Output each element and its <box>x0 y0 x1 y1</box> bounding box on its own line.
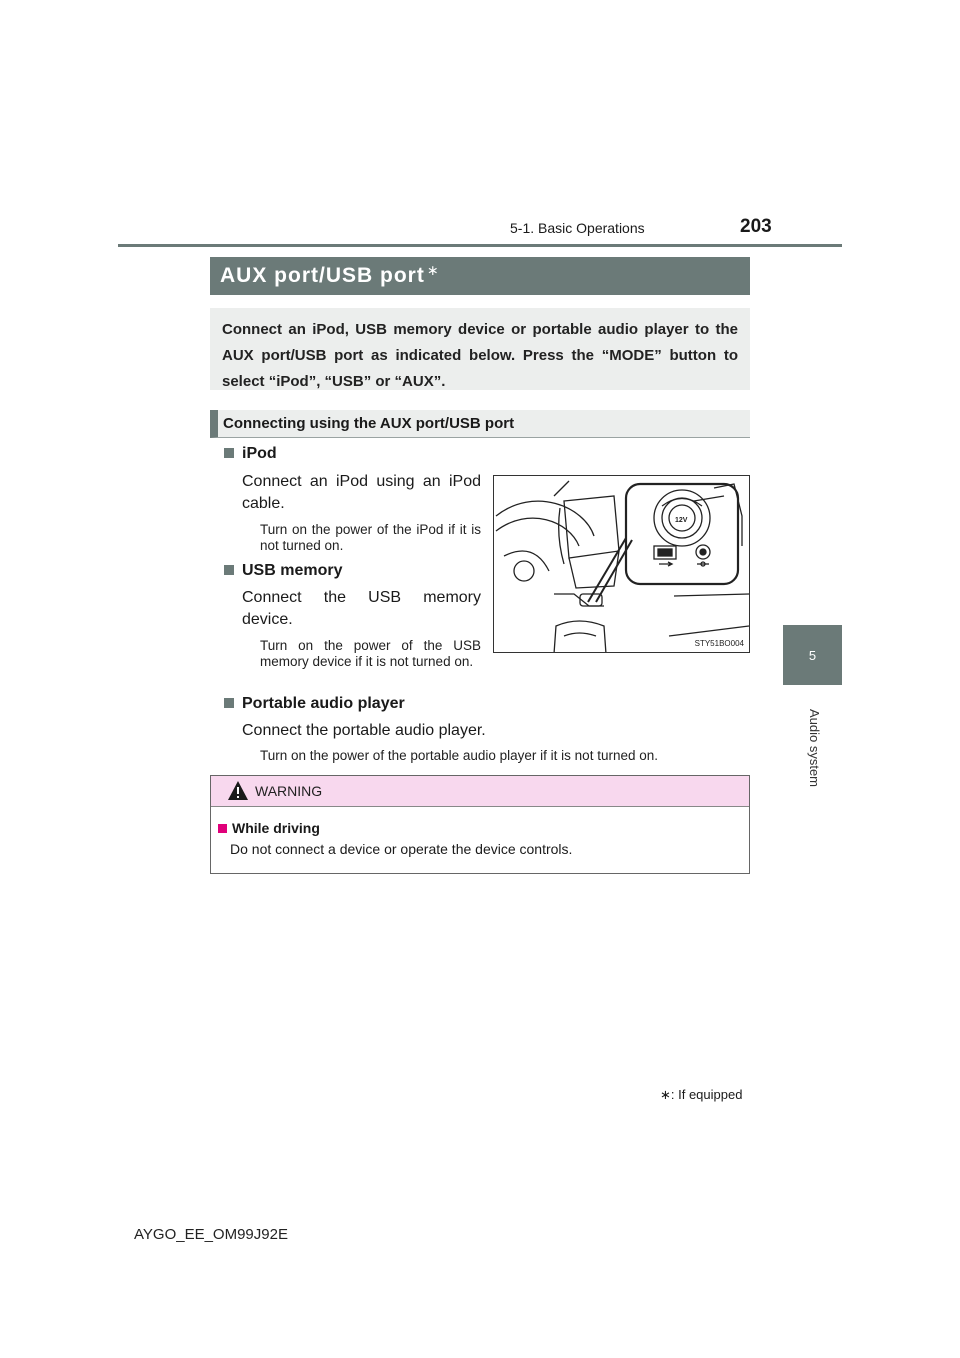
item-title-usb: USB memory <box>224 562 342 580</box>
header-section: 5-1. Basic Operations <box>510 220 645 236</box>
square-bullet-icon <box>224 565 234 575</box>
item-body-ipod: Connect an iPod using an iPod cable. <box>242 473 481 512</box>
square-bullet-icon <box>224 698 234 708</box>
item-body-portable: Connect the portable audio player. <box>242 722 486 739</box>
item-title-portable: Portable audio player <box>224 695 405 713</box>
illustration-code: STY51BO004 <box>694 639 744 648</box>
page-number: 203 <box>740 216 772 237</box>
warning-triangle-icon <box>227 780 249 802</box>
header-divider <box>118 244 842 247</box>
page-title <box>210 257 750 295</box>
dashboard-drawing <box>494 476 750 653</box>
section-header: Connecting using the AUX port/USB port <box>210 410 750 438</box>
page-title-text: AUX port/USB port <box>220 264 425 287</box>
warning-heading: WARNING <box>255 783 323 799</box>
intro-box: Connect an iPod, USB memory device or portable audio player to the AUX port/USB port as indicated below. Press the “MODE” button to select “iPod”, “USB” or “AUX”. <box>210 308 750 390</box>
warning-header <box>211 776 749 807</box>
item-note-ipod: Turn on the power of the iPod if it is not turned on. <box>260 522 481 553</box>
item-title-ipod: iPod <box>224 445 277 463</box>
chapter-label: Audio system <box>807 708 822 788</box>
item-note-portable: Turn on the power of the portable audio player if it is not turned on. <box>260 748 658 763</box>
chapter-tab: 5 <box>783 625 842 685</box>
equipped-marker: ∗ <box>426 261 440 278</box>
square-bullet-icon <box>224 448 234 458</box>
document-code: AYGO_EE_OM99J92E <box>134 1226 288 1243</box>
socket-label: 12V <box>675 517 688 524</box>
item-note-usb: Turn on the power of the USB memory device if it is not turned on. <box>260 638 481 669</box>
warning-box <box>210 775 750 874</box>
aux-usb-illustration <box>493 475 750 653</box>
pink-square-bullet-icon <box>218 824 227 833</box>
warning-subtitle: While driving <box>218 820 320 836</box>
warning-text: Do not connect a device or operate the device controls. <box>230 841 573 857</box>
footnote: ∗: If equipped <box>660 1087 743 1102</box>
item-body-usb: Connect the USB memory device. <box>242 589 481 628</box>
